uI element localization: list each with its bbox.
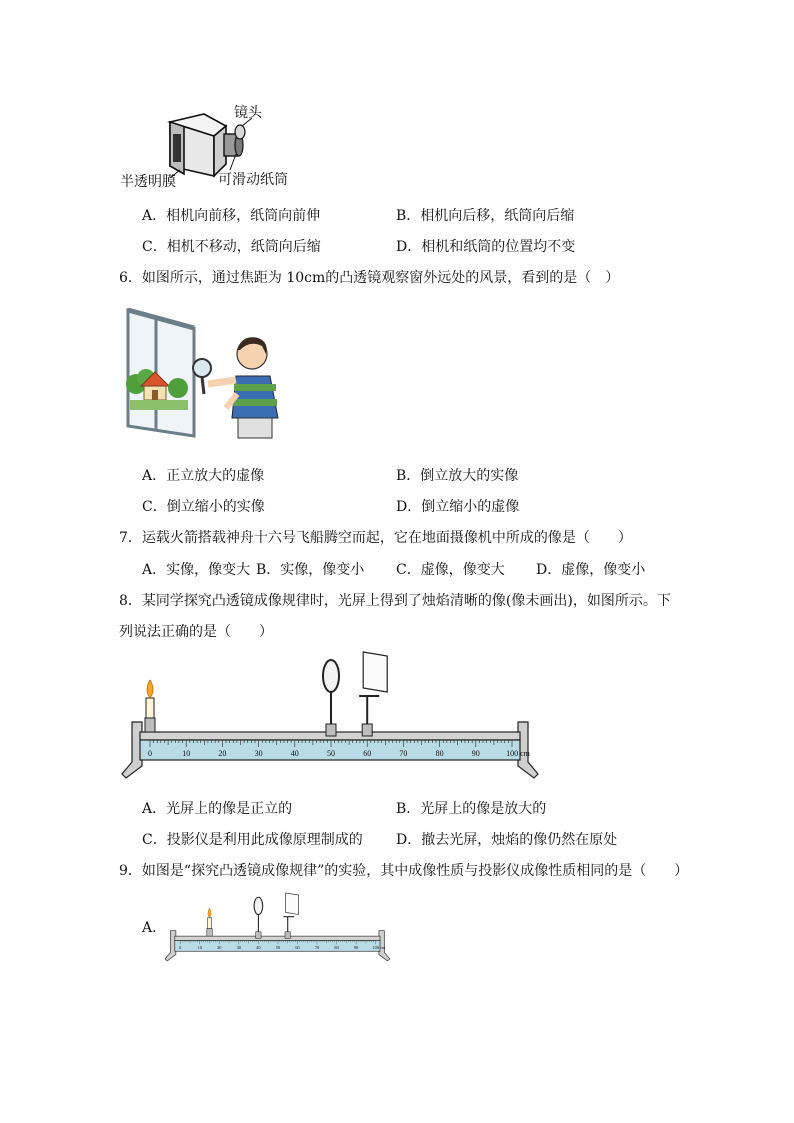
- q8-option-c[interactable]: C．投影仪是利用此成像原理制成的: [142, 832, 363, 848]
- q7-option-b[interactable]: B．实像，像变小: [256, 562, 365, 578]
- candle-holder: [207, 929, 212, 937]
- light-screen: [363, 652, 387, 692]
- q8-option-d[interactable]: D．撤去光屏，烛焰的像仍然在原处: [396, 832, 618, 848]
- candle: [146, 698, 154, 718]
- scale-tick-label: 20: [217, 945, 222, 951]
- candle-flame: [208, 908, 211, 918]
- scale-tick-label: 80: [435, 749, 444, 758]
- film-label: 半透明膜: [120, 174, 176, 190]
- q7-option-a[interactable]: A．实像，像变大: [142, 562, 251, 578]
- optical-bench-q8: [120, 654, 540, 784]
- lens-label: 镜头: [234, 105, 262, 121]
- scale-tick-label: 40: [256, 945, 261, 951]
- window-figure: [124, 306, 286, 438]
- candle-flame: [147, 680, 153, 698]
- lens-holder: [256, 932, 261, 938]
- q5-option-d[interactable]: D．相机和纸筒的位置均不变: [396, 239, 576, 255]
- bench-left-stand: [122, 722, 142, 778]
- candle: [207, 918, 211, 929]
- scale-tick-label: 70: [314, 945, 320, 951]
- scale-tick-label: 30: [236, 945, 242, 951]
- scale-tick-label: 70: [399, 749, 408, 758]
- q7-option-d[interactable]: D．虚像，像变小: [536, 562, 646, 578]
- scale-tick-label: 60: [363, 749, 372, 758]
- screen-holder: [362, 724, 372, 736]
- scale-tick-label: 30: [254, 749, 263, 758]
- q8-option-b[interactable]: B．光屏上的像是放大的: [396, 801, 547, 817]
- scale-tick-label: 50: [327, 749, 335, 758]
- q6-stem: 6．如图所示，通过焦距为 10cm的凸透镜观察窗外远处的风景，看到的是（ ）: [119, 270, 620, 286]
- light-screen: [286, 893, 299, 915]
- scale-tick-label: 90: [471, 749, 480, 758]
- q6-option-c[interactable]: C．倒立缩小的实像: [142, 499, 265, 515]
- scale-tick-label: 0: [179, 945, 182, 951]
- q7-option-c[interactable]: C．虚像，像变大: [396, 562, 505, 578]
- scale-tick-label: 60: [295, 945, 300, 951]
- q5-option-c[interactable]: C．相机不移动，纸筒向后缩: [142, 239, 321, 255]
- lens-holder: [326, 724, 336, 736]
- q8-stem-line2: 列说法正确的是（ ）: [119, 624, 273, 640]
- optical-bench-q9: [164, 894, 394, 966]
- q5-option-a[interactable]: A．相机向前移，纸筒向前伸: [142, 208, 321, 224]
- q6-option-d[interactable]: D．倒立缩小的虚像: [396, 499, 520, 515]
- scale-tick-label: 100 cm: [506, 749, 530, 758]
- q8-stem-line1: 8．某同学探究凸透镜成像规律时，光屏上得到了烛焰清晰的像(像未画出)，如图所示。下: [119, 593, 671, 609]
- q9-option-a-label[interactable]: A．: [142, 920, 167, 936]
- q6-option-b[interactable]: B．倒立放大的实像: [396, 468, 519, 484]
- convex-lens: [323, 660, 339, 692]
- tube-label: 可滑动纸筒: [218, 172, 288, 188]
- bench-left-stand: [165, 931, 176, 961]
- scale-tick-label: 100 cm: [372, 945, 386, 951]
- scale-tick-label: 20: [218, 749, 227, 758]
- convex-lens: [254, 897, 263, 914]
- scale-tick-label: 80: [334, 945, 339, 951]
- scale-tick-label: 10: [182, 749, 191, 758]
- q7-stem: 7．运载火箭搭载神舟十六号飞船腾空而起，它在地面摄像机中所成的像是（ ）: [119, 530, 632, 546]
- window-scene-drawing: [124, 306, 286, 438]
- q9-stem: 9．如图是“探究凸透镜成像规律”的实验，其中成像性质与投影仪成像性质相同的是（ ）: [119, 863, 689, 879]
- scale-tick-label: 90: [353, 945, 359, 951]
- screen-holder: [285, 932, 290, 938]
- candle-holder: [145, 718, 155, 732]
- bench-rail: [175, 936, 380, 940]
- q6-option-a[interactable]: A．正立放大的虚像: [142, 468, 265, 484]
- scale-tick-label: 50: [275, 945, 281, 951]
- scale-tick-label: 10: [197, 945, 202, 951]
- scale-tick-label: 0: [148, 749, 152, 758]
- q8-option-a[interactable]: A．光屏上的像是正立的: [142, 801, 293, 817]
- camera-figure: [118, 104, 318, 194]
- q5-option-b[interactable]: B．相机向后移，纸筒向后缩: [396, 208, 575, 224]
- scale-tick-label: 40: [290, 749, 299, 758]
